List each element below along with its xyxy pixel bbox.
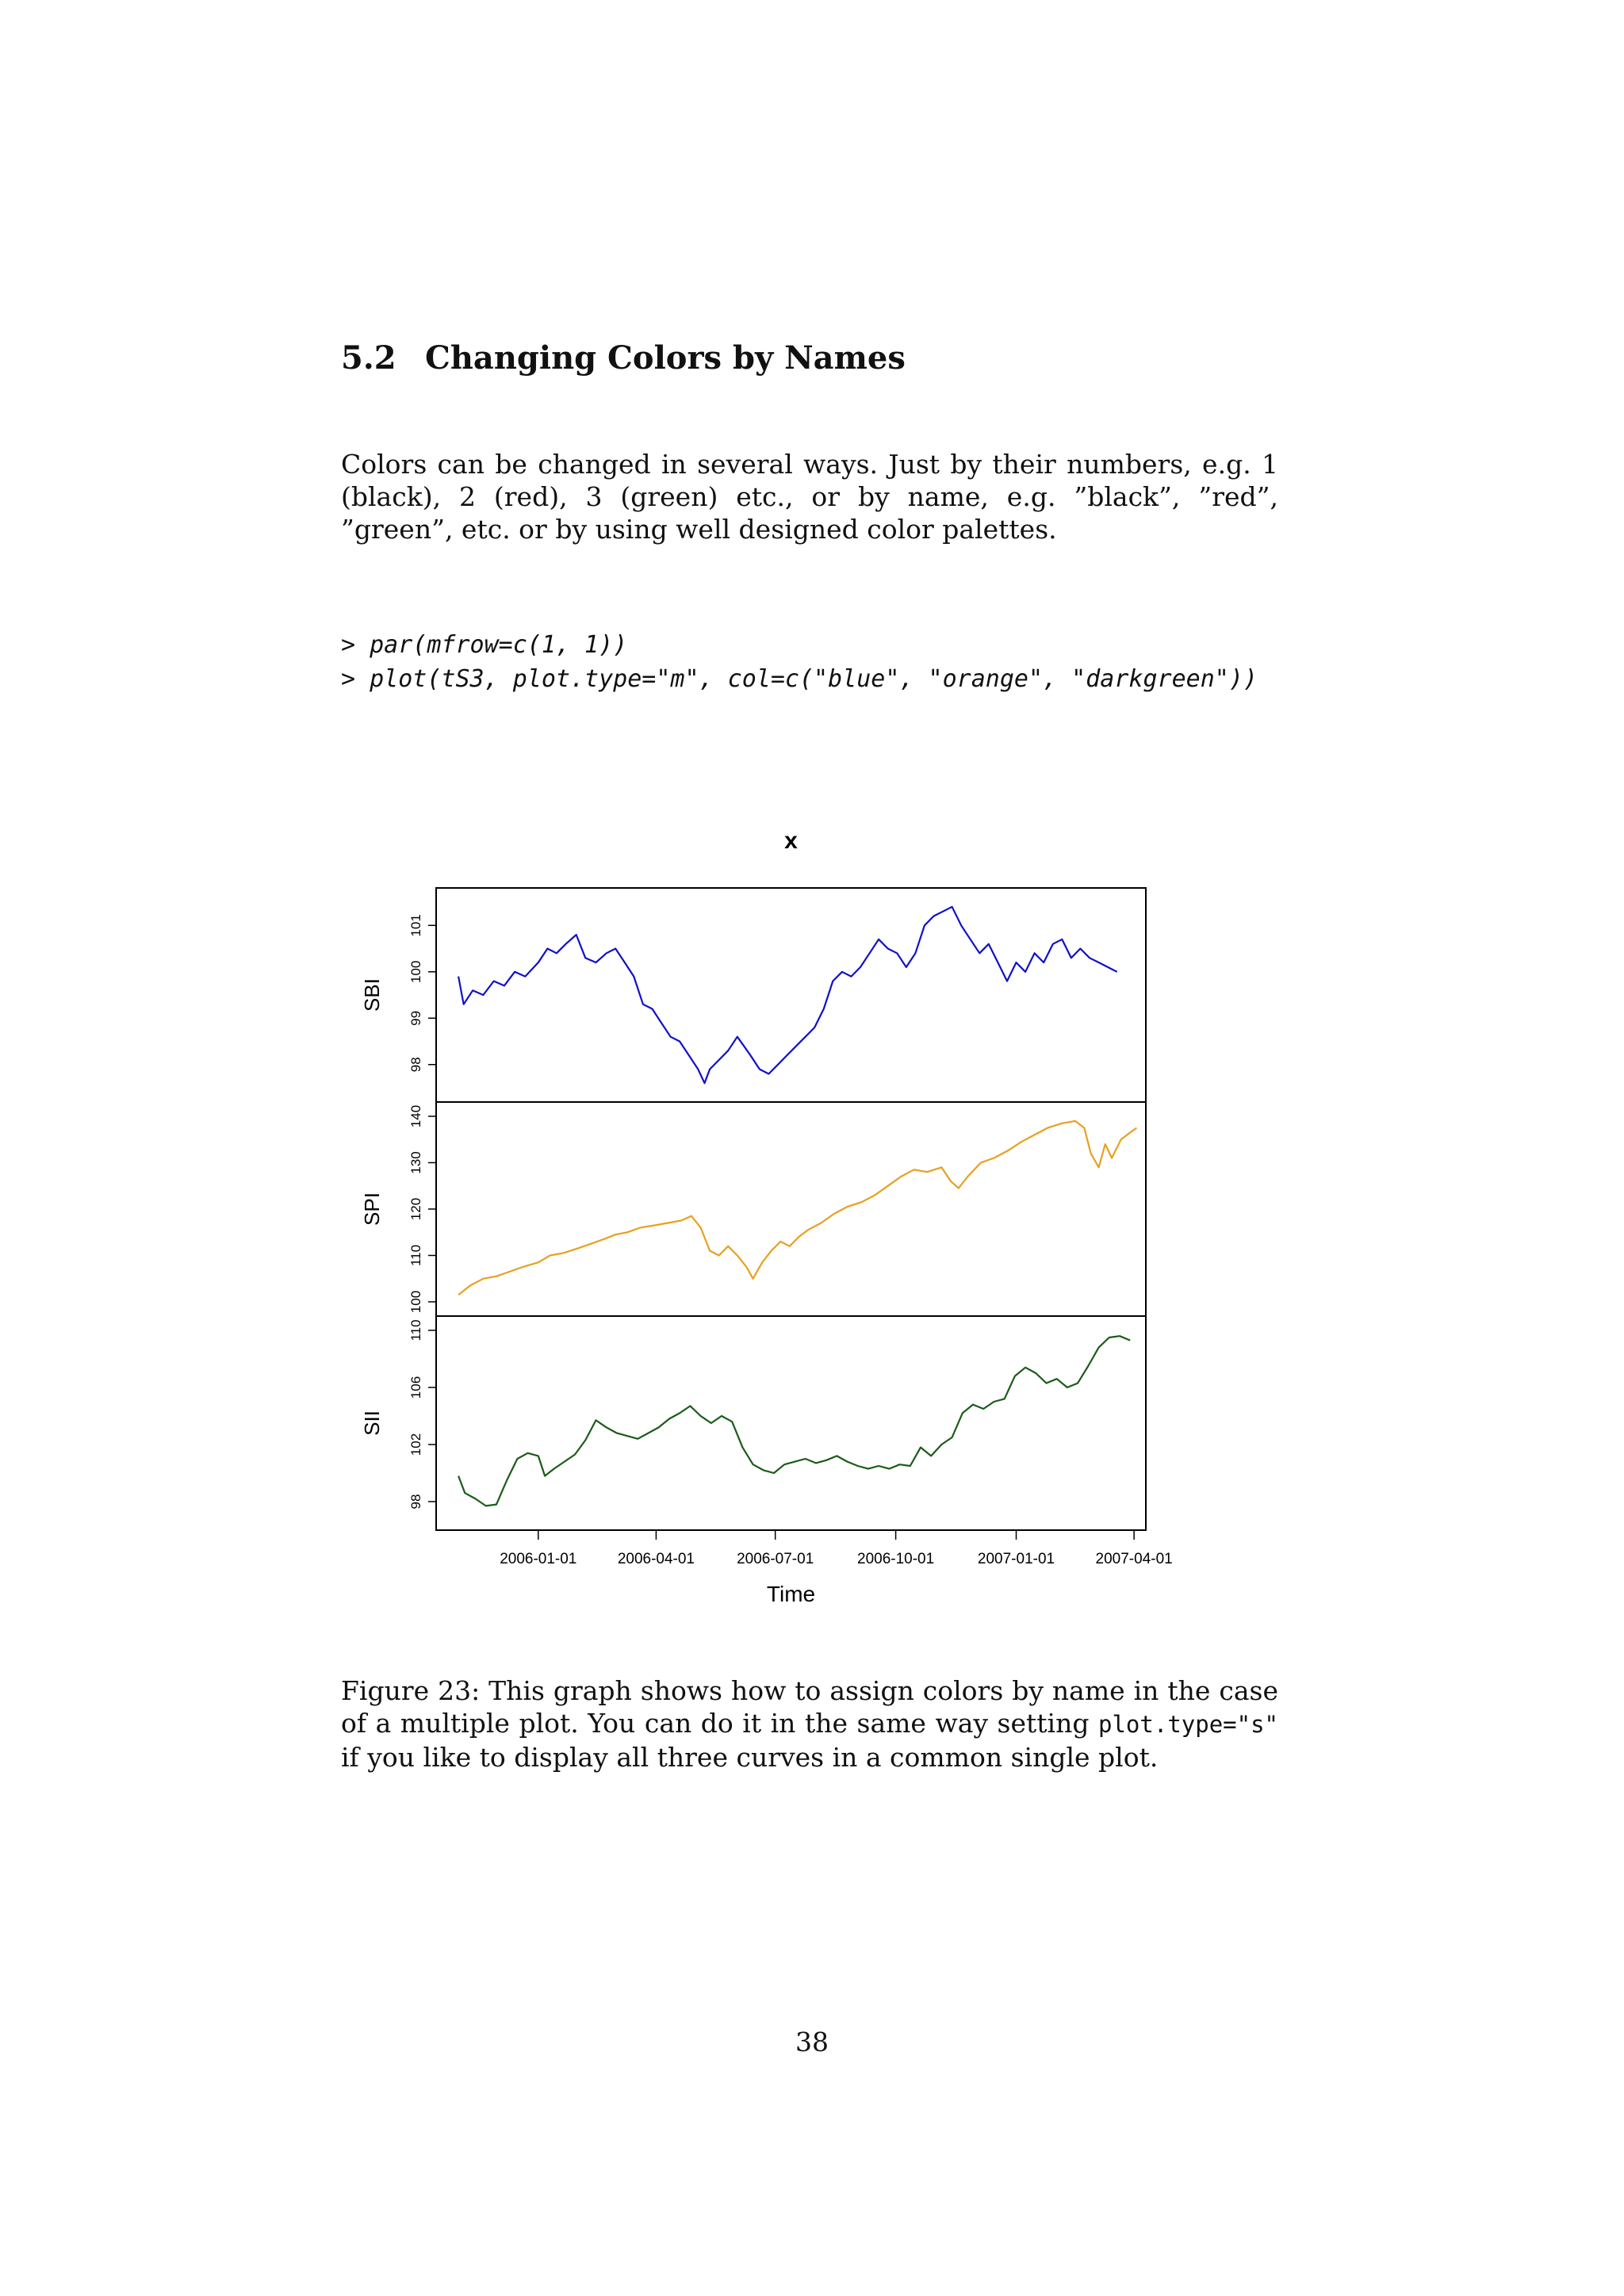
caption-text-before: Figure 23: This graph shows how to assign colors by name in the case of a multiple plot. You can do it in the same way setting: [341, 1675, 1278, 1739]
y-tick-label: 100: [408, 960, 423, 983]
y-tick-label: 110: [408, 1244, 423, 1267]
y-tick-label: 130: [408, 1151, 423, 1174]
y-tick-label: 101: [408, 914, 423, 937]
multi-panel-time-series-chart: [333, 809, 1189, 1625]
x-tick-label: 2006-01-01: [500, 1551, 577, 1567]
caption-code: plot.type="s": [1098, 1711, 1278, 1738]
x-tick-label: 2006-04-01: [617, 1551, 695, 1567]
series-line-spi: [458, 1121, 1136, 1295]
code-line: > plot(tS3, plot.type="m", col=c("blue", "orange", "darkgreen")): [341, 665, 1258, 693]
y-tick-label: 100: [408, 1290, 423, 1314]
code-block: [341, 628, 1258, 696]
panel-frame-sbi: [436, 888, 1146, 1102]
section-heading: [341, 339, 906, 377]
x-tick-label: 2006-07-01: [737, 1551, 814, 1567]
body-paragraph: Colors can be changed in several ways. Just by their numbers, e.g. 1 (black), 2 (red), 3 (green) etc., or by name, e.g. ”black”, ”red”, ”green”, etc. or by using well designed color palettes.: [341, 449, 1278, 545]
caption-text-after: if you like to display all three curves in a common single plot.: [341, 1742, 1159, 1773]
section-number: 5.2: [341, 339, 396, 377]
figure-caption: [341, 1674, 1278, 1774]
x-tick-label: 2007-04-01: [1095, 1551, 1173, 1567]
panel-frame-spi: [436, 1102, 1146, 1316]
y-tick-label: 102: [408, 1433, 423, 1456]
x-tick-label: 2006-10-01: [857, 1551, 935, 1567]
y-tick-label: 99: [408, 1010, 423, 1026]
y-tick-label: 110: [408, 1319, 423, 1341]
y-axis-label-sbi: SBI: [360, 978, 384, 1012]
series-line-sbi: [458, 907, 1117, 1083]
y-tick-label: 120: [408, 1197, 423, 1221]
panel-frame-sii: [436, 1316, 1146, 1530]
page-number: 38: [795, 2026, 829, 2057]
y-axis-label-spi: SPI: [360, 1192, 384, 1226]
x-tick-label: 2007-01-01: [977, 1551, 1055, 1567]
section-title: Changing Colors by Names: [425, 339, 906, 377]
y-tick-label: 106: [408, 1376, 423, 1399]
y-tick-label: 98: [408, 1494, 423, 1510]
y-tick-label: 98: [408, 1057, 423, 1073]
series-line-sii: [458, 1336, 1130, 1506]
code-line: > par(mfrow=c(1, 1)): [341, 631, 628, 659]
y-axis-label-sii: SII: [360, 1410, 384, 1436]
chart-title: x: [784, 828, 798, 854]
figure-23: [333, 809, 1189, 1629]
x-axis-label: Time: [766, 1582, 816, 1606]
y-tick-label: 140: [408, 1104, 423, 1128]
